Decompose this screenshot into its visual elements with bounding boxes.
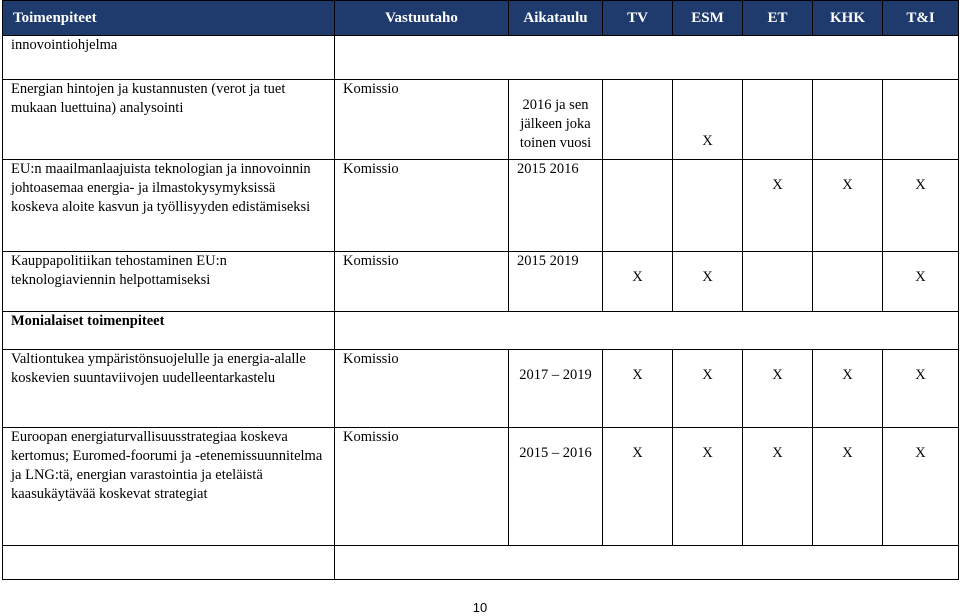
header-ti: T&I	[883, 1, 959, 36]
vastuutaho-cell: Komissio	[335, 350, 509, 428]
khk-cell: X	[813, 350, 883, 428]
tv-cell: X	[603, 252, 673, 312]
tv-cell	[603, 80, 673, 160]
actions-table	[2, 0, 959, 580]
vastuutaho-cell: Komissio	[335, 160, 509, 252]
vastuutaho-cell: Komissio	[335, 428, 509, 546]
aikataulu-cell: 2017 – 2019	[509, 350, 603, 428]
action-text: innovointiohjelma	[3, 36, 335, 80]
table-row	[3, 350, 959, 428]
ti-cell: X	[883, 252, 959, 312]
ti-cell: X	[883, 350, 959, 428]
table-row	[3, 160, 959, 252]
tv-cell	[603, 160, 673, 252]
et-cell: X	[743, 160, 813, 252]
esm-cell: X	[673, 428, 743, 546]
khk-cell	[813, 80, 883, 160]
table-row	[3, 36, 959, 80]
table-row-empty	[3, 546, 959, 580]
page-number: 10	[472, 600, 488, 615]
ti-cell	[883, 80, 959, 160]
vastuutaho-cell: Komissio	[335, 80, 509, 160]
action-text: EU:n maailmanlaajuista teknologian ja innovoinnin johtoasemaa energia- ja ilmastokysymyksissä koskeva aloite kasvun ja työllisyyden edistämiseksi	[3, 160, 335, 252]
section-row	[3, 312, 959, 350]
khk-cell	[813, 252, 883, 312]
esm-cell: X	[673, 80, 743, 160]
action-text: Valtiontukea ympäristönsuojelulle ja energia-alalle koskevien suuntaviivojen uudelleentarkastelu	[3, 350, 335, 428]
action-text: Kauppapolitiikan tehostaminen EU:n teknologiaviennin helpottamiseksi	[3, 252, 335, 312]
esm-cell: X	[673, 350, 743, 428]
table-row	[3, 428, 959, 546]
aikataulu-cell: 2015 2016	[509, 160, 603, 252]
khk-cell: X	[813, 428, 883, 546]
et-cell	[743, 252, 813, 312]
table-header-row	[3, 1, 959, 36]
et-cell	[743, 80, 813, 160]
ti-cell: X	[883, 160, 959, 252]
aikataulu-cell: 2015 – 2016	[509, 428, 603, 546]
empty-cell	[335, 546, 959, 580]
header-tv: TV	[603, 1, 673, 36]
et-cell: X	[743, 428, 813, 546]
aikataulu-cell: 2015 2019	[509, 252, 603, 312]
empty-cell	[335, 36, 959, 80]
header-et: ET	[743, 1, 813, 36]
esm-cell: X	[673, 252, 743, 312]
empty-cell	[3, 546, 335, 580]
ti-cell: X	[883, 428, 959, 546]
esm-cell	[673, 160, 743, 252]
section-title: Monialaiset toimenpiteet	[3, 312, 335, 350]
khk-cell: X	[813, 160, 883, 252]
header-esm: ESM	[673, 1, 743, 36]
action-text: Euroopan energiaturvallisuusstrategiaa koskeva kertomus; Euromed-foorumi ja -etenemissuunnitelma ja LNG:tä, energian varastointia ja eteläistä kaasukäytävää koskevat strategiat	[3, 428, 335, 546]
empty-cell	[335, 312, 959, 350]
header-aikataulu: Aikataulu	[509, 1, 603, 36]
tv-cell: X	[603, 428, 673, 546]
header-toimenpiteet: Toimenpiteet	[3, 1, 335, 36]
tv-cell: X	[603, 350, 673, 428]
table-row	[3, 80, 959, 160]
action-text: Energian hintojen ja kustannusten (verot ja tuet mukaan luettuina) analysointi	[3, 80, 335, 160]
table-row	[3, 252, 959, 312]
header-vastuutaho: Vastuutaho	[335, 1, 509, 36]
aikataulu-cell: 2016 ja sen jälkeen joka toinen vuosi	[509, 80, 603, 160]
vastuutaho-cell: Komissio	[335, 252, 509, 312]
header-khk: KHK	[813, 1, 883, 36]
et-cell: X	[743, 350, 813, 428]
